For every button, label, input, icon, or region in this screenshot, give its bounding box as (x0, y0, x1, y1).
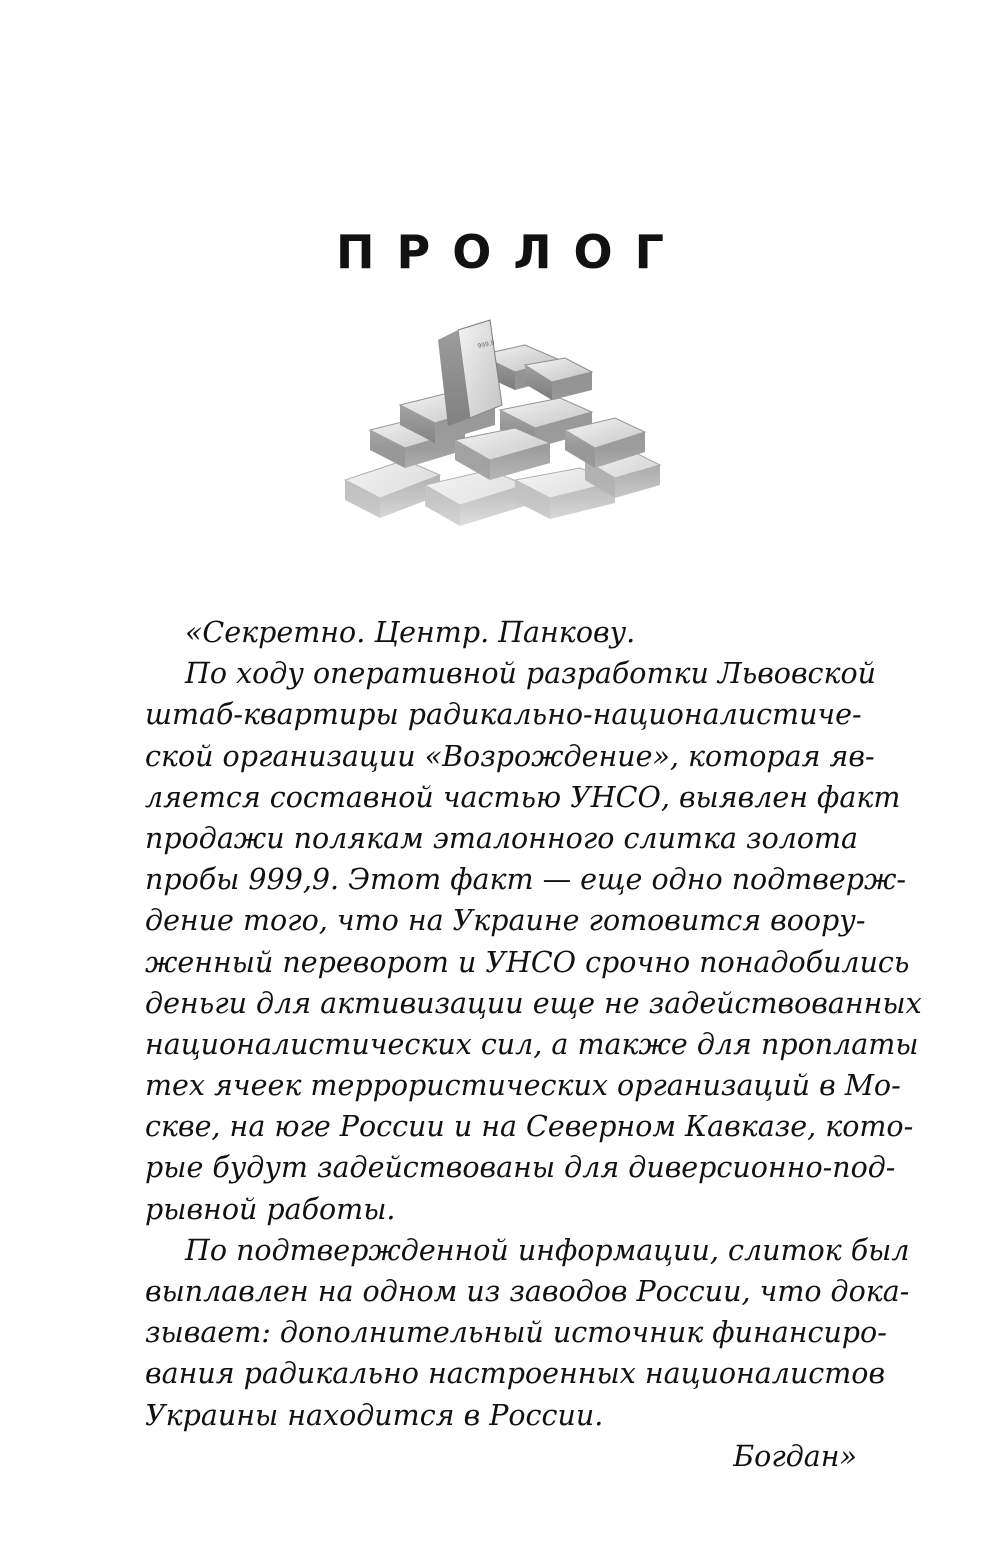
text-line: ляется составной частью УНСО, выявлен факт (145, 780, 901, 814)
chapter-title: ПРОЛОГ (336, 225, 686, 279)
text-line: Украины находится в России. (145, 1398, 604, 1432)
text-line: националистических сил, а также для проплаты (145, 1027, 919, 1061)
text-line: рывной работы. (145, 1192, 396, 1226)
text-line: тех ячеек террористических организаций в Мо- (145, 1069, 901, 1103)
text-line: вания радикально настроенных националистов (145, 1357, 886, 1391)
signature: Богдан» (733, 1439, 857, 1473)
text-line: По подтвержденной информации, слиток был (185, 1233, 910, 1267)
text-line: зывает: дополнительный источник финансиро- (145, 1316, 887, 1350)
text-line: дение того, что на Украине готовится воору- (145, 904, 866, 938)
text-line: выплавлен на одном из заводов России, что дока- (145, 1275, 910, 1308)
text-line: рые будут задействованы для диверсионно-под- (145, 1151, 896, 1185)
text-line: женный переворот и УНСО срочно понадобились (145, 945, 910, 979)
text-line: ской организации «Возрождение», которая яв- (145, 739, 875, 773)
text-line: пробы 999,9. Этот факт — еще одно подтверж- (145, 863, 907, 897)
text-line: По ходу оперативной разработки Львовской (185, 657, 877, 691)
gold-bars-icon (330, 310, 670, 560)
text-line: скве, на юге России и на Северном Кавказе, кото- (145, 1110, 914, 1144)
text-line: продажи полякам эталонного слитка золота (145, 821, 859, 855)
text-line: штаб-квартиры радикально-националистиче- (145, 698, 862, 732)
text-line: «Секретно. Центр. Панкову. (185, 616, 636, 649)
letter-text (145, 612, 922, 1477)
text-line: деньги для активизации еще не задействованных (145, 986, 922, 1020)
